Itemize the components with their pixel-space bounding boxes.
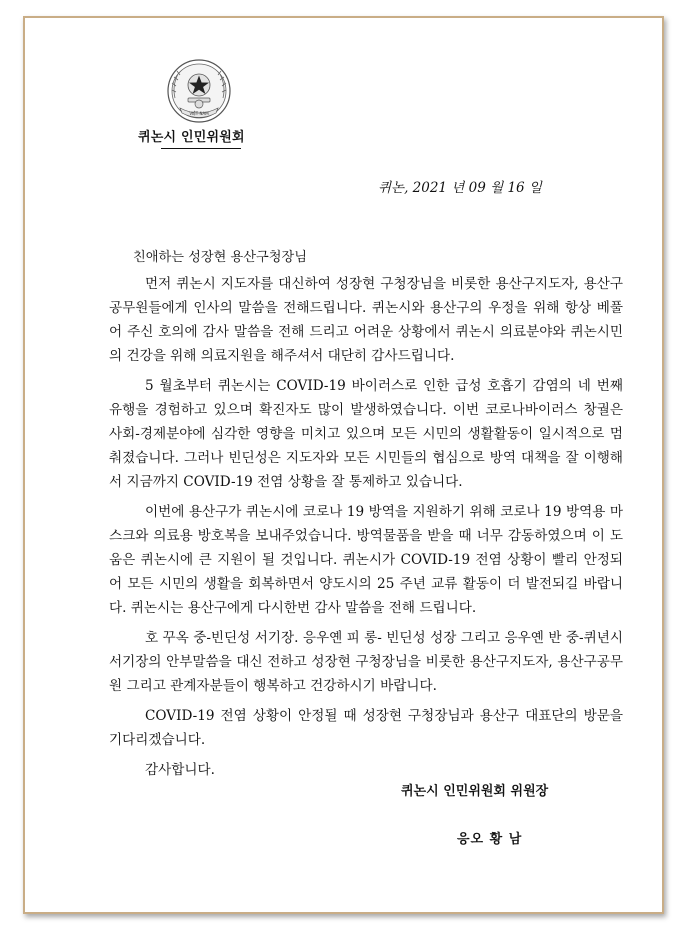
salutation: 친애하는 성장현 용산구청장님 bbox=[133, 250, 307, 265]
signature-name: 응오 황 남 bbox=[457, 832, 523, 847]
issuing-organization: 퀴논시 인민위원회 bbox=[138, 130, 245, 145]
paragraph-3: 이번에 용산구가 퀴논시에 코로나 19 방역을 지원하기 위해 코로나 19 방역용 마스크와 의료용 방호복을 보내주었습니다. 방역물품을 받을 때 너무 감동하였으며 이 도움은 퀴논시에 큰 지원이 될 것입니다. 퀴논시가 COVID-19 전염 상황이 빨리 안정되어 모든 시민의 생활을 회복하면서 양도시의 25 주년 교류 활동이 더 발전되길 바랍니다. 퀴논시는 용산구에게 다시한번 감사 말씀을 전해 드립니다. bbox=[109, 504, 623, 616]
paragraph-2: 5 월초부터 퀴논시는 COVID-19 바이러스로 인한 급성 호흡기 감염의 네 번째 유행을 경험하고 있으며 확진자도 많이 발생하였습니다. 이번 코로나바이러스 창궐은 사회-경제분야에 심각한 영향을 미치고 있으며 모든 시민의 생활활동이 일시적으로 멈춰졌습니다. 그러나 빈딘성은 지도자와 모든 시민들의 협심으로 방역 대책을 잘 이행해서 지금까지 COVID-19 전염 상황을 잘 통제하고 있습니다. bbox=[109, 378, 623, 490]
paragraph-1: 먼저 퀴논시 지도자를 대신하여 성장현 구청장님을 비롯한 용산구지도자, 용산구 공무원들에게 인사의 말씀을 전해드립니다. 퀴논시와 용산구의 우정을 위해 항상 베풀어 주신 호의에 감사 말씀을 전해 드리고 어려운 상황에서 퀴논시 의료분야와 퀴논시민의 건강을 위해 의료지원을 해주셔서 대단히 감사드립니다. bbox=[109, 276, 623, 364]
state-emblem-icon bbox=[166, 58, 232, 124]
org-underline bbox=[161, 148, 241, 149]
letter-date: 퀴논, 2021 년 09 월 16 일 bbox=[378, 180, 542, 196]
signature-title: 퀴논시 인민위원회 위원장 bbox=[401, 784, 549, 799]
paragraph-4: 호 꾸옥 중-빈딘성 서기장. 응우옌 피 롱- 빈딘성 성장 그리고 응우옌 반 중-퀴년시 서기장의 안부말씀을 대신 전하고 성장현 구청장님을 비롯한 용산구지도자, 용산구공무원 그리고 관계자분들이 행복하고 건강하시기 바랍니다. bbox=[109, 630, 623, 694]
emblem-ribbon-text: VIỆT NAM bbox=[189, 111, 209, 116]
closing: 감사합니다. bbox=[145, 762, 215, 778]
paragraph-5: COVID-19 전염 상황이 안정될 때 성장현 구청장님과 용산구 대표단의 방문을 기다리겠습니다. bbox=[109, 708, 623, 748]
letter-body bbox=[109, 246, 623, 782]
letter-page bbox=[23, 16, 664, 914]
